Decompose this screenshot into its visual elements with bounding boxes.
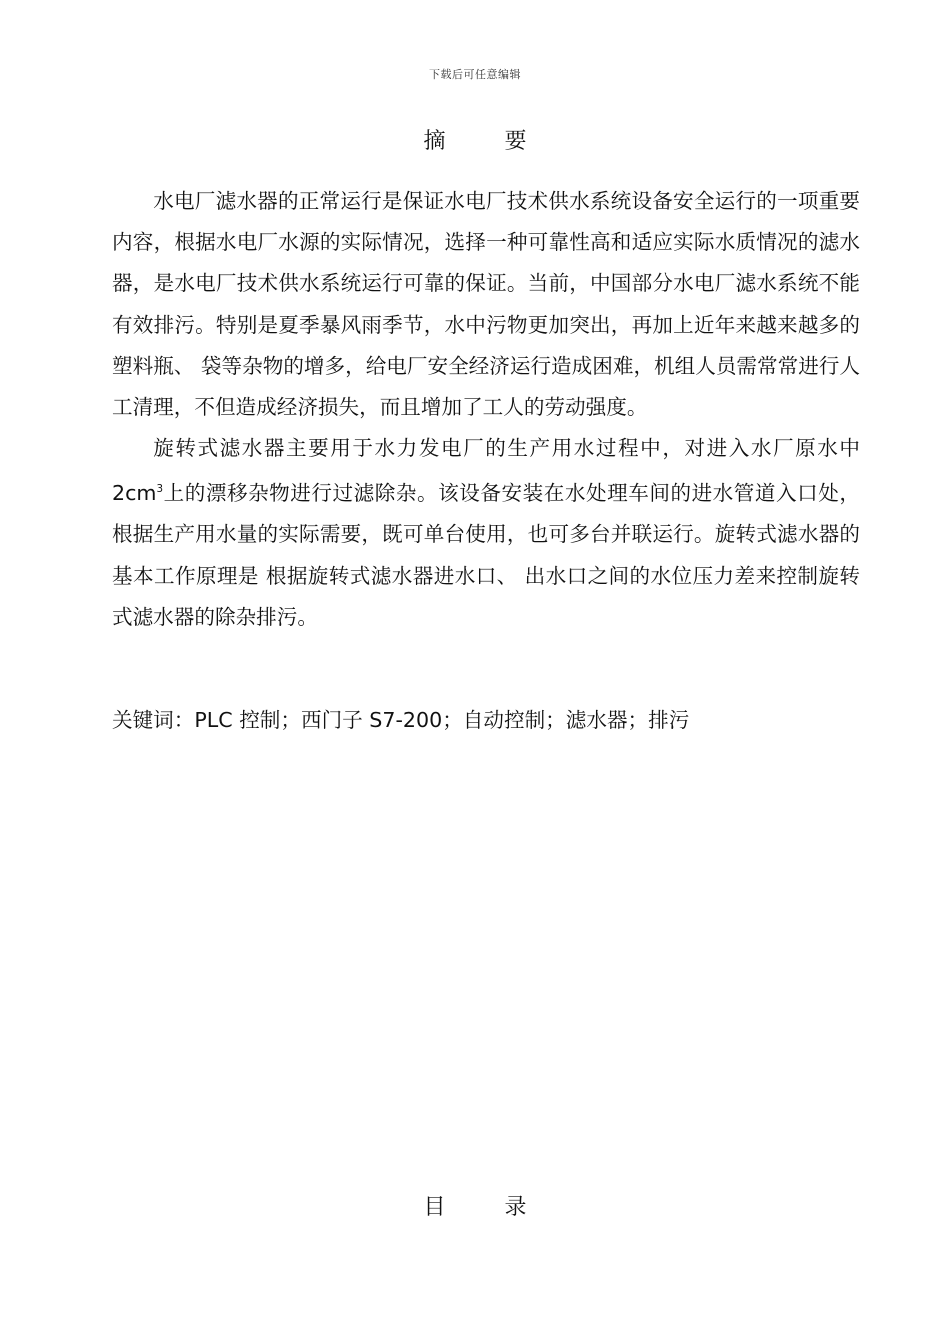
abstract-title: 摘 要 bbox=[423, 129, 553, 154]
cubic-superscript: 3 bbox=[156, 483, 164, 496]
abstract-body bbox=[112, 181, 860, 638]
header-note: 下载后可任意编辑 bbox=[429, 68, 521, 81]
toc-title: 目 录 bbox=[423, 1195, 553, 1220]
abstract-paragraph-2-end: 上的漂移杂物进行过滤除杂。该设备安装在水处理车间的进水管道入口处，根据生产用水量的实际需要，既可单台使用，也可多台并联运行。旋转式滤水器的基本工作原理是 根据旋转式滤水器进水口、 出水口之间的水位压力差来控制旋转式滤水器的除杂排污。 bbox=[112, 481, 860, 629]
abstract-paragraph-1: 水电厂滤水器的正常运行是保证水电厂技术供水系统设备安全运行的一项重要内容，根据水电厂水源的实际情况，选择一种可靠性高和适应实际水质情况的滤水器，是水电厂技术供水系统运行可靠的保证。当前，中国部分水电厂滤水系统不能有效排污。特别是夏季暴风雨季节，水中污物更加突出，再加上近年来越来越多的塑料瓶、 袋等杂物的增多，给电厂安全经济运行造成困难，机组人员需常常进行人工清理，不但造成经济损失，而且增加了工人的劳动强度。 bbox=[112, 189, 860, 420]
keywords-line: 关键词：PLC 控制；西门子 S7-200；自动控制；滤水器；排污 bbox=[112, 708, 690, 732]
abstract-paragraph-2-start: 旋转式滤水器主要用于水力发电厂的生产用水过程中，对进入水厂原水中 2cm bbox=[112, 436, 860, 506]
abstract-paragraph-2 bbox=[112, 428, 860, 638]
